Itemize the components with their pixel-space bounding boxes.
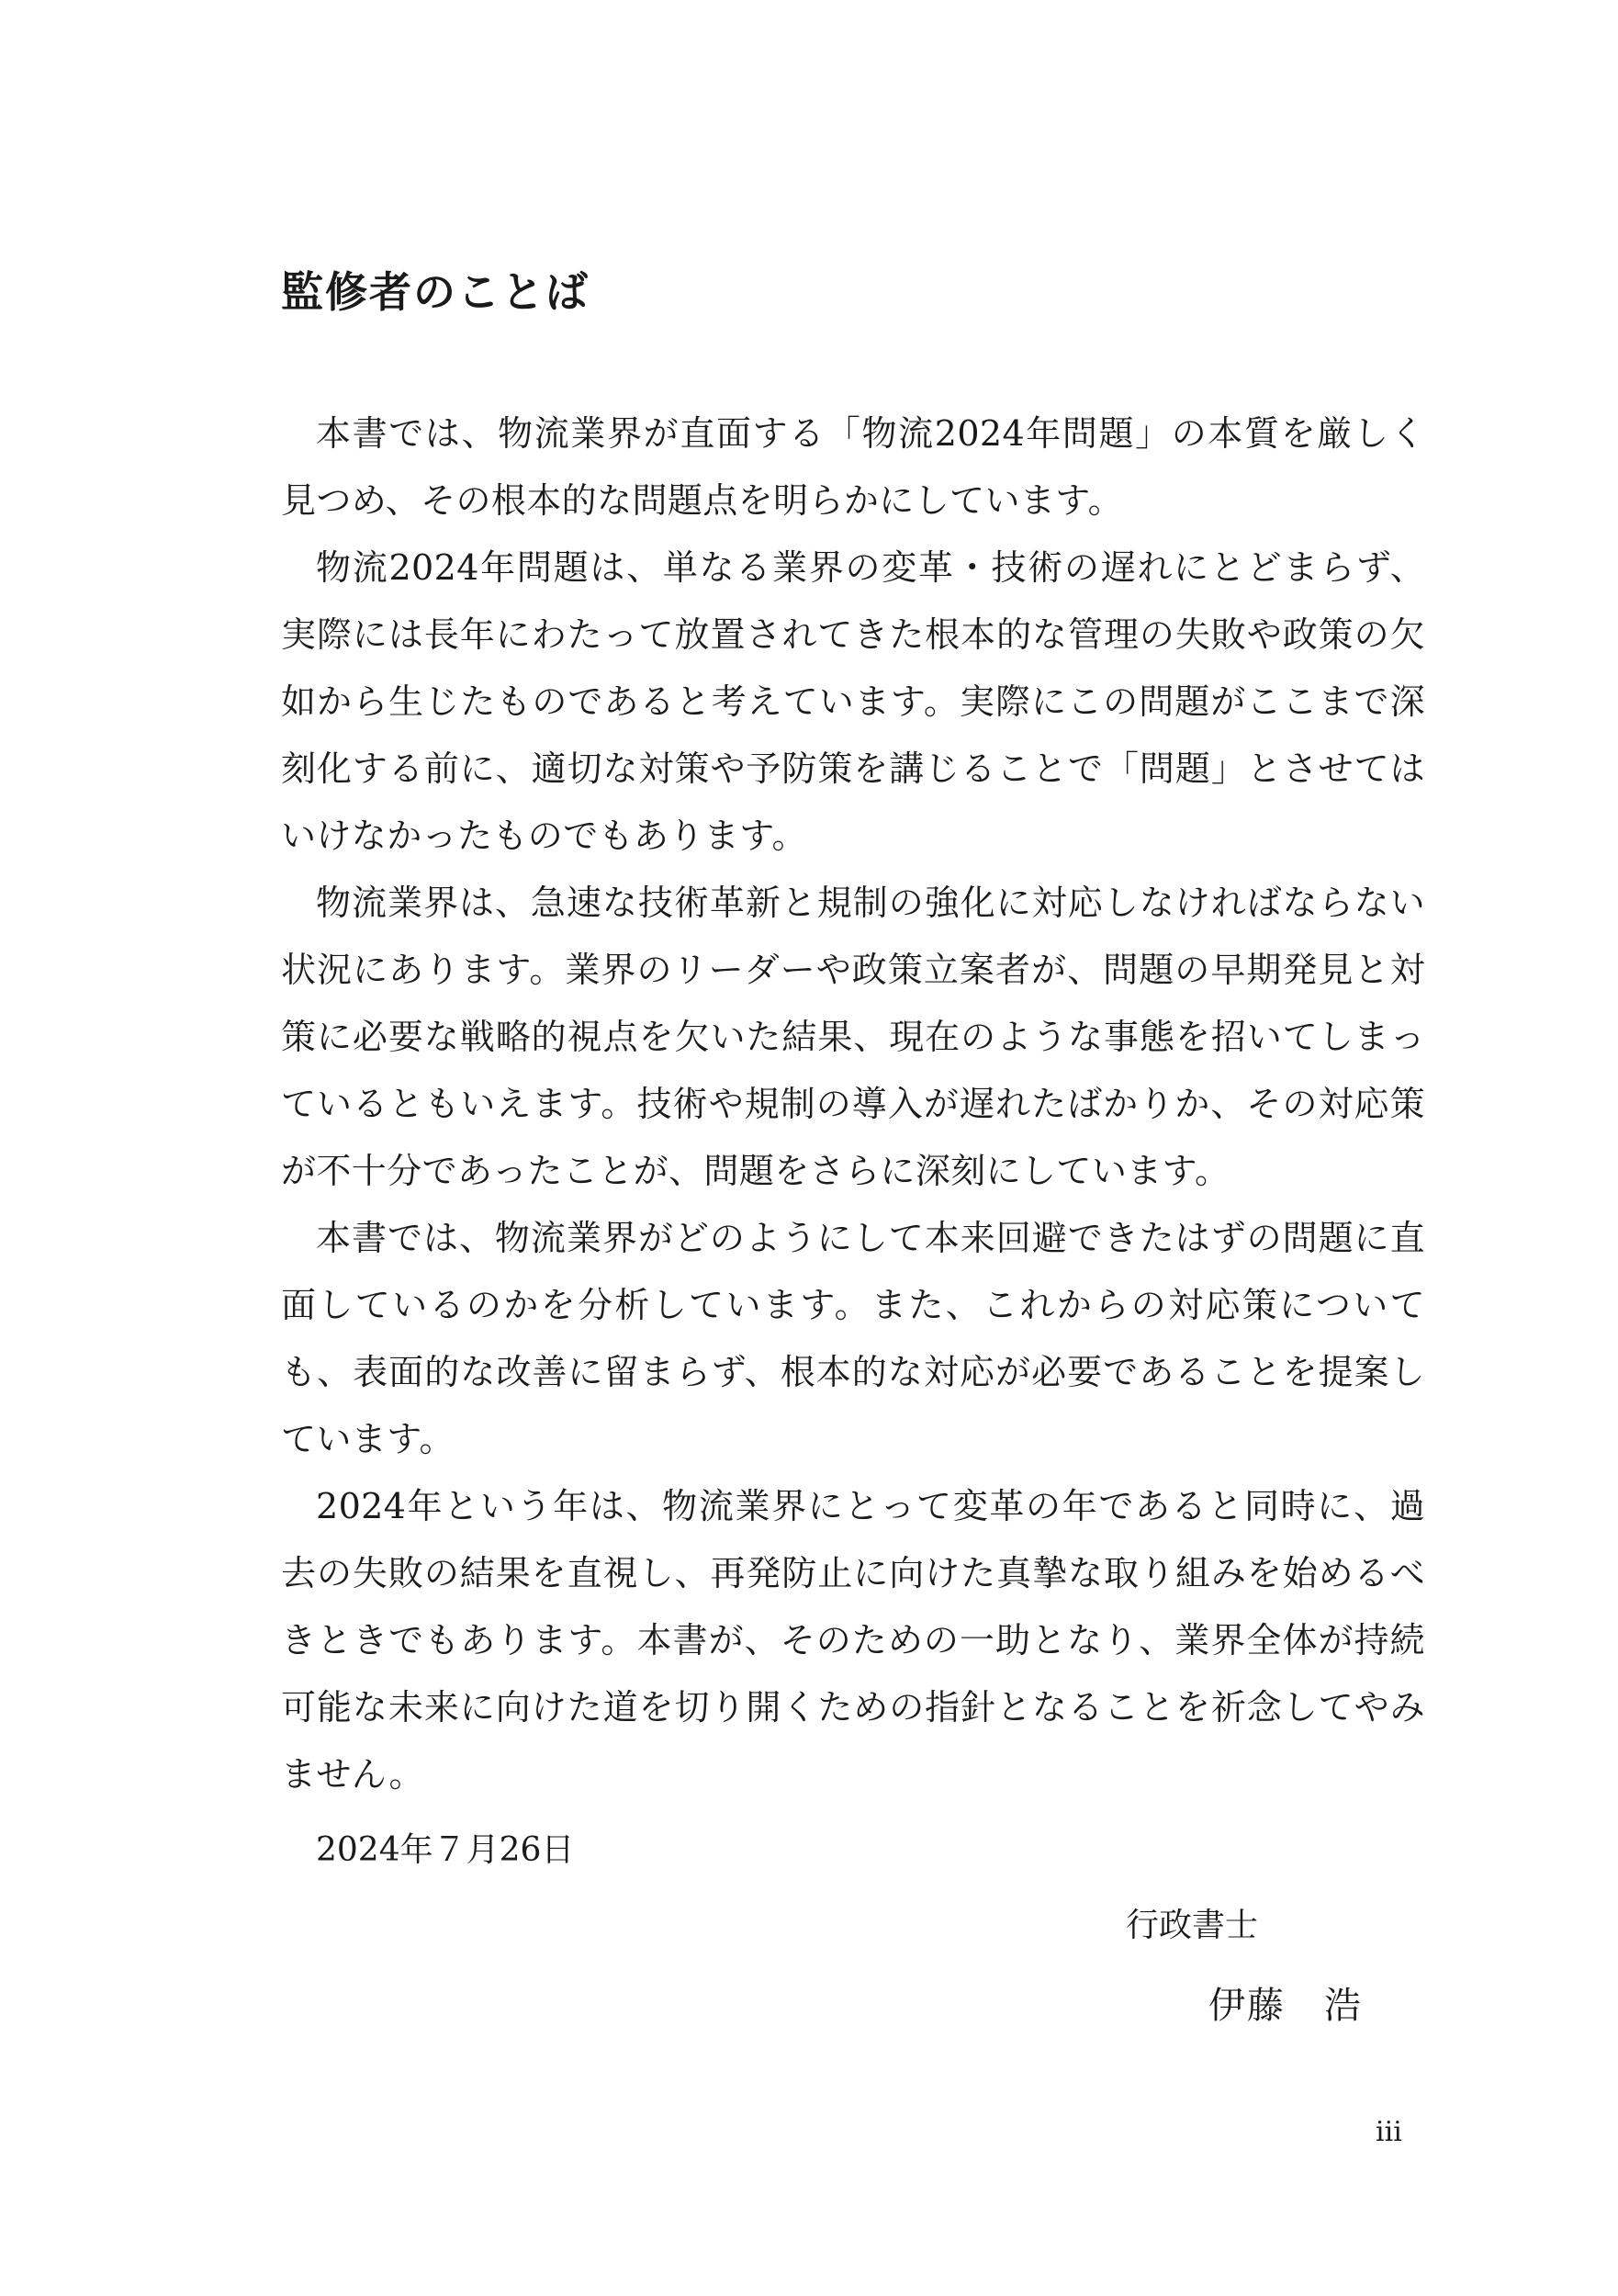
body-text bbox=[281, 400, 1425, 1808]
paragraph-3: 物流業界は、急速な技術革新と規制の強化に対応しなければならない状況にあります。業界のリーダーや政策立案者が、問題の早期発見と対策に必要な戦略的視点を欠いた結果、現在のような事態を招いてしまっているともいえます。技術や規制の導入が遅れたばかりか、その対応策が不十分であったことが、問題をさらに深刻にしています。 bbox=[281, 883, 1425, 1191]
page-number: iii bbox=[1376, 2116, 1402, 2148]
paragraph-5: 2024年という年は、物流業界にとって変革の年であると同時に、過去の失敗の結果を直視し、再発防止に向けた真摯な取り組みを始めるべきときでもあります。本書が、そのための一助となり、業界全体が持続可能な未来に向けた道を切り開くための指針となることを祈念してやみません。 bbox=[281, 1486, 1425, 1795]
paragraph-4: 本書では、物流業界がどのようにして本来回避できたはずの問題に直面しているのかを分析しています。また、これからの対応策についても、表面的な改善に留まらず、根本的な対応が必要であることを提案しています。 bbox=[281, 1218, 1425, 1459]
signer-name: 伊藤 浩 bbox=[1208, 1985, 1363, 2027]
signer-title: 行政書士 bbox=[1126, 1907, 1259, 1944]
paragraph-1: 本書では、物流業界が直面する「物流2024年問題」の本質を厳しく見つめ、その根本的な問題点を明らかにしています。 bbox=[281, 413, 1425, 521]
page-title: 監修者のことば bbox=[281, 267, 590, 317]
paragraph-2: 物流2024年問題は、単なる業界の変革・技術の遅れにとどまらず、実際には長年にわたって放置されてきた根本的な管理の失敗や政策の欠如から生じたものであると考えています。実際にこの問題がここまで深刻化する前に、適切な対策や予防策を講じることで「問題」とさせてはいけなかったものでもあります。 bbox=[281, 547, 1425, 856]
date-line: 2024年７月26日 bbox=[316, 1831, 575, 1869]
